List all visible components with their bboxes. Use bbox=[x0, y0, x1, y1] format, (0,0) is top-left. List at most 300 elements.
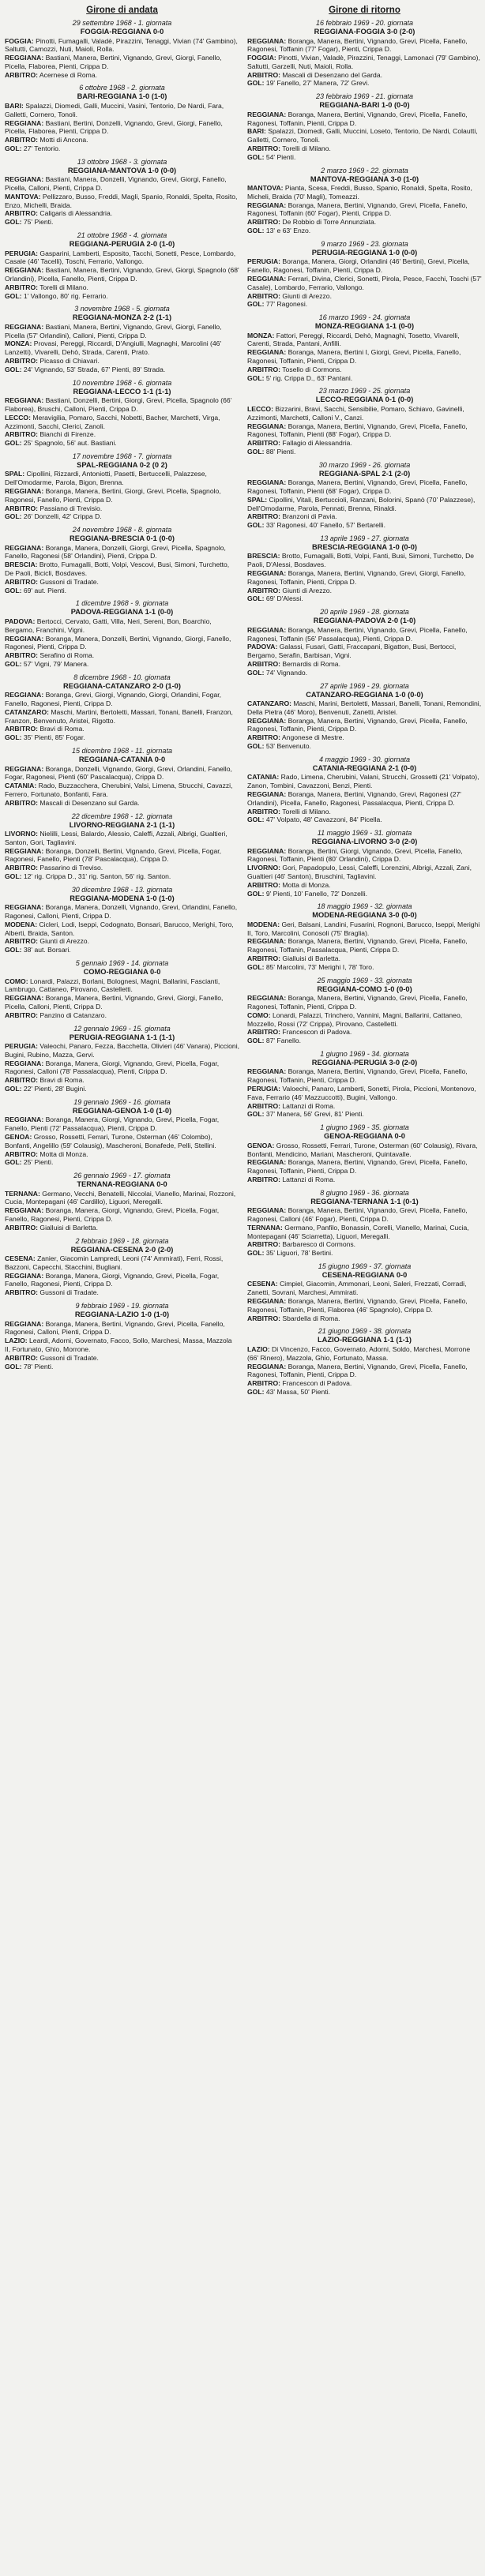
detail-text: Boranga, Manera, Donzelli, Vignando, Grevi, Orlandini, Fanello, Ragonesi, Calloni, Pienti, Crippa D. bbox=[5, 903, 238, 921]
detail-label: GOL: bbox=[5, 733, 22, 742]
detail-label: CESENA: bbox=[247, 1280, 278, 1288]
match-detail-line bbox=[5, 847, 239, 864]
match-detail-line bbox=[247, 153, 482, 162]
match-detail-line bbox=[247, 1388, 482, 1397]
match-detail-line bbox=[247, 890, 482, 898]
detail-text: 75' Pienti. bbox=[21, 218, 54, 227]
match-title: REGGIANA-PERUGIA 3-0 (2-0) bbox=[311, 1058, 418, 1067]
detail-label: GOL: bbox=[247, 668, 265, 677]
match-detail-line bbox=[5, 782, 239, 799]
detail-label: ARBITRO: bbox=[247, 439, 281, 448]
detail-label: SPAL: bbox=[247, 495, 268, 504]
detail-label: REGGIANA: bbox=[247, 274, 287, 283]
match-detail-line bbox=[247, 963, 482, 972]
detail-label: REGGIANA: bbox=[5, 1059, 44, 1067]
match-title: LIVORNO-REGGIANA 2-1 (1-1) bbox=[69, 820, 175, 829]
match-detail-line bbox=[5, 578, 239, 587]
match-report bbox=[5, 673, 239, 742]
match-detail-line bbox=[247, 1085, 482, 1102]
match-title: REGGIANA-MONZA 2-2 (1-1) bbox=[72, 313, 172, 322]
match-detail-line bbox=[247, 521, 482, 530]
detail-text: 53' Benvenuto. bbox=[264, 742, 311, 751]
match-date: 16 febbraio 1969 - 20. giornata bbox=[315, 19, 414, 27]
match-report bbox=[5, 1237, 239, 1297]
detail-text: Galassi, Fusari, Gatti, Fraccapani, Bigatton, Busi, Bertocci, Bergamo, Serafin, Barbisan, Vigni. bbox=[247, 643, 457, 660]
match-detail-line bbox=[247, 374, 482, 383]
match-detail-line bbox=[247, 1176, 482, 1184]
detail-label: LAZIO: bbox=[5, 1337, 28, 1345]
detail-label: GOL: bbox=[247, 962, 265, 971]
detail-label: ARBITRO: bbox=[247, 807, 281, 816]
detail-text: Boranga, Manera, Bertini, Vignando, Grevi, Ragonesi (27' Orlandini), Picella, Fanello, Ragonesi, Passalacqua, Pienti, Crippa D. bbox=[247, 789, 461, 807]
detail-label: GOL: bbox=[247, 521, 265, 530]
detail-text: Ferrari, Divina, Clerici, Sonetti, Pirola, Pesce, Facchi, Toschi (57' Casale), Lombardo, Ferrario, Vallongo. bbox=[247, 274, 482, 291]
detail-text: Gasparini, Lamberti, Esposito, Tacchi, Sonetti, Pesce, Lombardo, Casale (46' Tacelli), Toschi, Ferrario, Vallongo. bbox=[5, 249, 236, 266]
detail-label: CESENA: bbox=[5, 1254, 36, 1263]
match-detail-line bbox=[247, 1379, 482, 1388]
match-detail-line bbox=[247, 790, 482, 808]
detail-text: 33' Ragonesi, 40' Fanello, 57' Bertarelli. bbox=[264, 521, 385, 530]
detail-label: ARBITRO: bbox=[5, 283, 39, 291]
detail-label: ARBITRO: bbox=[247, 218, 281, 227]
match-detail-line bbox=[247, 512, 482, 521]
match-detail-line bbox=[247, 37, 482, 54]
detail-text: Boranga, Donzelli, Vignando, Giorgi, Grevi, Orlandini, Fanello, Fogar, Ragonesi, Pienti (60' Pascalacqua), Crippa D. bbox=[5, 764, 232, 782]
detail-text: 1' Vallongo, 80' rig. Ferrario. bbox=[21, 291, 108, 300]
match-date: 2 marzo 1969 - 22. giornata bbox=[321, 166, 408, 174]
detail-text: Boranga, Manera, Bertini, Vignando, Grevi, Picella, Fanello, Ragonesi, Toffanin, Pienti, Crippa D. bbox=[247, 110, 468, 127]
match-report bbox=[247, 19, 482, 88]
detail-label: GOL: bbox=[5, 872, 22, 880]
match-detail-line bbox=[5, 544, 239, 561]
match-detail-line bbox=[247, 669, 482, 677]
match-report bbox=[247, 1189, 482, 1258]
match-detail-line bbox=[247, 422, 482, 440]
match-detail-line bbox=[5, 1116, 239, 1133]
detail-label: ARBITRO: bbox=[247, 1314, 281, 1322]
detail-text: 37' Manera, 56' Grevi, 81' Pienti. bbox=[264, 1110, 364, 1119]
detail-text: Pinotti, Vivian, Valadè, Pirazzini, Tenaggi, Lamonaci (79' Gambino), Saltutti, Garzelli, Nuti, Maioli, Rolla. bbox=[247, 54, 480, 70]
detail-text: Boranga, Manera, Giorgi, Vignando, Grevi, Picella, Fogar, Fanello, Ragonesi, Pienti, Crippa D. bbox=[5, 1271, 220, 1288]
detail-label: FOGGIA: bbox=[5, 36, 34, 45]
match-detail-line bbox=[247, 1249, 482, 1258]
detail-text: Caligaris di Alessandria. bbox=[38, 209, 113, 218]
match-detail-line bbox=[5, 903, 239, 921]
match-report bbox=[5, 812, 239, 881]
match-date: 8 giugno 1969 - 36. giornata bbox=[320, 1188, 409, 1197]
match-date: 1 giugno 1969 - 35. giornata bbox=[320, 1123, 409, 1132]
detail-label: GOL: bbox=[247, 152, 265, 161]
match-detail-line bbox=[5, 54, 239, 71]
match-detail-line bbox=[5, 1076, 239, 1085]
match-date: 18 maggio 1969 - 32. giornata bbox=[317, 902, 412, 911]
match-detail-line bbox=[247, 144, 482, 153]
match-detail-line bbox=[247, 587, 482, 595]
detail-text: 88' Pienti. bbox=[264, 447, 296, 456]
match-detail-line bbox=[5, 396, 239, 414]
match-detail-line bbox=[5, 977, 239, 995]
match-detail-line bbox=[5, 1059, 239, 1077]
match-report bbox=[5, 526, 239, 594]
match-title: REGGIANA-LAZIO 1-0 (1-0) bbox=[74, 1310, 170, 1319]
detail-label: GOL: bbox=[247, 1387, 265, 1396]
detail-text: Grosso, Rossetti, Ferrari, Turone, Osterman (46' Colombo), Bonfanti, Angelillo (59' Colausig), Mascheroni, Bonafede, Pelli, Stellini. bbox=[5, 1132, 216, 1149]
match-report bbox=[5, 452, 239, 521]
match-detail-line bbox=[5, 504, 239, 513]
match-detail-line bbox=[5, 136, 239, 144]
match-detail-line bbox=[5, 218, 239, 227]
detail-text: Gussoni di Tradate. bbox=[38, 1288, 99, 1297]
column-ritorno bbox=[247, 5, 482, 2576]
detail-text: Mascali di Desenzano sul Garda. bbox=[38, 798, 140, 807]
detail-text: Lattanzi di Roma. bbox=[280, 1175, 336, 1183]
match-date: 22 dicembre 1968 - 12. giornata bbox=[71, 812, 173, 820]
detail-text: Bastiani, Manera, Bertini, Vignando, Grevi, Giorgi, Fanello, Picella, Flaborea, Pienti, Crippa D. bbox=[5, 54, 222, 70]
detail-label: ARBITRO: bbox=[5, 1353, 39, 1362]
detail-label: GOL: bbox=[247, 889, 265, 898]
detail-label: ARBITRO: bbox=[247, 733, 281, 742]
detail-text: 69' aut. Pienti. bbox=[21, 586, 67, 594]
detail-text: Meravigilia, Pomaro, Sacchi, Nobetti, Bacher, Marchetti, Virga, Azzimonti, Sacchi, Clerici, Zanoli. bbox=[5, 413, 220, 430]
detail-label: PADOVA: bbox=[247, 643, 278, 651]
detail-label: ARBITRO: bbox=[5, 357, 39, 366]
detail-text: Pellizzaro, Busso, Freddi, Magli, Spanio, Ronaldi, Spelta, Rosito, Enzo, Michelli, Braida. bbox=[5, 192, 238, 209]
detail-label: PERUGIA: bbox=[5, 249, 39, 257]
match-report bbox=[247, 313, 482, 382]
match-detail-line bbox=[247, 292, 482, 301]
match-date: 16 marzo 1969 - 24. giornata bbox=[318, 313, 411, 322]
match-detail-line bbox=[5, 144, 239, 153]
detail-label: REGGIANA: bbox=[247, 1067, 287, 1076]
match-detail-line bbox=[247, 1224, 482, 1241]
match-detail-line bbox=[247, 366, 482, 374]
match-report bbox=[247, 240, 482, 309]
detail-label: REGGIANA: bbox=[5, 266, 44, 275]
detail-label: REGGIANA: bbox=[5, 1116, 44, 1124]
detail-text: Serafino di Roma. bbox=[38, 651, 95, 660]
detail-label: REGGIANA: bbox=[5, 1206, 44, 1215]
detail-label: REGGIANA: bbox=[5, 1319, 44, 1328]
detail-text: Maschi, Marini, Bertoletti, Massari, Banelli, Tonani, Remondini, Della Pietra (46' Moro), Benvenuti, Zanetti, Aristei. bbox=[247, 699, 482, 716]
detail-text: 85' Marcolini, 73' Merighi I, 78' Toro. bbox=[264, 962, 374, 971]
match-date: 12 gennaio 1969 - 15. giornata bbox=[73, 1024, 171, 1033]
match-title: REGGIANA-BRESCIA 0-1 (0-0) bbox=[70, 534, 175, 543]
detail-text: Brotto, Fumagalli, Botti, Volpi, Fanti, Busi, Simoni, Turchetto, De Paoli, D'Alessi, Bosdaves. bbox=[247, 552, 475, 569]
match-detail-line bbox=[5, 733, 239, 742]
detail-label: REGGIANA: bbox=[247, 846, 287, 855]
detail-label: CATANZARO: bbox=[5, 707, 50, 716]
detail-text: Bertocci, Cervato, Gatti, Villa, Neri, Sereni, Bon, Boarchio, Bergamo, Franchini, Vigni. bbox=[5, 617, 212, 634]
detail-label: ARBITRO: bbox=[247, 1175, 281, 1183]
match-title: PERUGIA-REGGIANA 1-1 (1-1) bbox=[69, 1033, 175, 1041]
detail-label: REGGIANA: bbox=[247, 994, 287, 1003]
detail-label: ARBITRO: bbox=[247, 1101, 281, 1110]
detail-label: GOL: bbox=[247, 447, 265, 456]
detail-label: PERUGIA: bbox=[247, 257, 281, 266]
match-detail-line bbox=[247, 773, 482, 790]
detail-label: MODENA: bbox=[5, 920, 38, 928]
detail-text: Boranga, Manera, Bertini, Vignando, Grevi, Picella, Fanello, Ragonesi, Toffanin (60' Fogar), Pienti, Crippa D. bbox=[247, 201, 468, 218]
detail-text: 35' Pienti, 85' Fogar. bbox=[21, 733, 85, 742]
match-detail-line bbox=[5, 1363, 239, 1371]
detail-text: Boranga, Manera, Bertini, Vignando, Grevi, Picella, Fanello, Ragonesi, Toffanin, Pienti, Crippa D. bbox=[247, 1362, 468, 1379]
detail-text: Boranga, Bertini, Giorgi, Vignando, Grevi, Picella, Fanello, Ragonesi, Toffanin, Pienti (80' Orlandini), Crippa D. bbox=[247, 846, 463, 864]
match-detail-line bbox=[247, 1158, 482, 1176]
match-detail-line bbox=[247, 300, 482, 309]
detail-text: Motti di Ancona. bbox=[38, 136, 88, 144]
detail-text: Torelli di Milano. bbox=[38, 283, 88, 291]
detail-text: Sbardella di Roma. bbox=[280, 1314, 340, 1322]
match-detail-line bbox=[5, 946, 239, 954]
detail-text: Spalazzi, Diomedi, Galli, Muccini, Vasini, Tentorio, De Nardi, Fara, Galletti, Cornero, Tonoli. bbox=[5, 101, 224, 118]
match-title: LAZIO-REGGIANA 1-1 (1-1) bbox=[318, 1336, 412, 1344]
detail-label: REGGIANA: bbox=[247, 36, 287, 45]
detail-label: REGGIANA: bbox=[5, 396, 44, 405]
detail-label: ARBITRO: bbox=[247, 1379, 281, 1388]
match-detail-line bbox=[5, 1085, 239, 1093]
detail-text: 5' rig. Crippa D., 63' Pantani. bbox=[264, 373, 353, 382]
detail-label: GOL: bbox=[247, 79, 265, 88]
detail-text: Giunti di Arezzo. bbox=[280, 586, 332, 594]
detail-text: 47' Volpato, 48' Cavazzoni, 84' Picella. bbox=[264, 816, 382, 824]
match-title: REGGIANA-TERNANA 1-1 (0-1) bbox=[310, 1197, 419, 1206]
match-detail-line bbox=[5, 1354, 239, 1363]
detail-text: Boranga, Manera, Bertini, Vignando, Grevi, Picella, Fanello, Ragonesi, Calloni (46' Fogar), Pienti, Crippa D. bbox=[247, 1206, 468, 1223]
match-detail-line bbox=[5, 635, 239, 652]
detail-text: 57' Vigni, 79' Manera. bbox=[21, 659, 89, 668]
match-detail-line bbox=[5, 872, 239, 881]
match-detail-line bbox=[247, 1110, 482, 1119]
detail-label: GOL: bbox=[247, 1249, 265, 1258]
detail-label: CATANIA: bbox=[5, 782, 37, 790]
match-report bbox=[247, 977, 482, 1045]
detail-text: 78' Pienti. bbox=[21, 1362, 54, 1370]
detail-label: MANTOVA: bbox=[5, 192, 41, 201]
detail-label: ARBITRO: bbox=[247, 1028, 281, 1037]
match-detail-line bbox=[247, 439, 482, 448]
match-detail-line bbox=[247, 1314, 482, 1323]
match-report bbox=[5, 886, 239, 954]
detail-text: 87' Fanello. bbox=[264, 1037, 302, 1045]
detail-label: GOL: bbox=[247, 373, 265, 382]
section-title-ritorno: Girone di ritorno bbox=[329, 6, 400, 15]
detail-label: LIVORNO: bbox=[5, 830, 39, 838]
match-title: PADOVA-REGGIANA 1-1 (0-0) bbox=[70, 608, 174, 617]
detail-label: ARBITRO: bbox=[247, 586, 281, 594]
match-title: REGGIANA-FOGGIA 3-0 (2-0) bbox=[314, 28, 415, 36]
detail-label: LIVORNO: bbox=[247, 864, 281, 872]
detail-text: 38' aut. Borsari. bbox=[21, 946, 71, 954]
match-detail-line bbox=[5, 1206, 239, 1224]
detail-text: Bastiani, Manera, Bertini, Vignando, Grevi, Giorgi, Spagnolo (68' Orlandini), Picella, Fanello, Pienti, Crippa D. bbox=[5, 266, 239, 283]
match-date: 29 settembre 1968 - 1. giornata bbox=[72, 19, 172, 27]
match-detail-line bbox=[5, 864, 239, 872]
detail-text: 26' Donzelli, 42' Crippa D. bbox=[21, 512, 102, 521]
match-date: 21 giugno 1969 - 38. giornata bbox=[318, 1327, 412, 1336]
detail-label: MANTOVA: bbox=[247, 184, 284, 193]
detail-text: 25' Spagnolo, 56' aut. Bastiani. bbox=[21, 439, 117, 448]
match-detail-line bbox=[247, 1206, 482, 1224]
match-report bbox=[247, 461, 482, 530]
detail-label: ARBITRO: bbox=[247, 954, 281, 963]
match-detail-line bbox=[5, 119, 239, 137]
detail-text: Boranga, Manera, Bertini, Vignando, Grevi, Picella, Fanello, Ragonesi, Toffanin, Pienti, Flaborea (46' Spagnolo), Crippa D. bbox=[247, 1297, 468, 1314]
match-detail-line bbox=[247, 218, 482, 227]
match-title: REGGIANA-CESENA 2-0 (2-0) bbox=[70, 1245, 174, 1254]
detail-text: 74' Vignando. bbox=[264, 668, 308, 677]
detail-label: REGGIANA: bbox=[247, 1362, 287, 1370]
match-report bbox=[247, 682, 482, 751]
match-detail-line bbox=[247, 348, 482, 366]
match-detail-line bbox=[247, 717, 482, 734]
match-date: 30 dicembre 1968 - 13. giornata bbox=[71, 885, 173, 894]
match-detail-line bbox=[5, 249, 239, 267]
detail-label: REGGIANA: bbox=[247, 789, 287, 798]
detail-text: Bastiani, Donzelli, Bertini, Giorgi, Grevi, Picella, Spagnolo (66' Flaborea), Bruschi, Calloni, Pienti, Crippa D. bbox=[5, 396, 232, 413]
match-report bbox=[247, 756, 482, 824]
detail-label: ARBITRO: bbox=[5, 937, 39, 946]
match-detail-line bbox=[5, 921, 239, 938]
detail-label: ARBITRO: bbox=[5, 1288, 39, 1297]
detail-label: REGGIANA: bbox=[247, 201, 287, 209]
detail-text: Torelli di Milano. bbox=[280, 144, 331, 152]
match-date: 17 novembre 1968 - 7. giornata bbox=[72, 452, 172, 460]
detail-text: Lattanzi di Roma. bbox=[280, 1101, 336, 1110]
match-detail-line bbox=[5, 617, 239, 635]
detail-text: Boranga, Manera, Giorgi, Vignando, Grevi, Picella, Fogar, Fanello, Ragonesi, Pienti, Crippa D. bbox=[5, 1206, 220, 1223]
detail-label: ARBITRO: bbox=[247, 880, 281, 889]
detail-text: De Robbio di Torre Annunziata. bbox=[280, 218, 377, 227]
match-detail-line bbox=[247, 808, 482, 816]
match-detail-line bbox=[247, 1280, 482, 1297]
match-detail-line bbox=[247, 1067, 482, 1085]
match-detail-line bbox=[247, 864, 482, 881]
detail-text: Pinotti, Fumagalli, Valadè, Pirazzini, Tenaggi, Vivian (74' Gambino), Saltutti, Camozzi, Nuti, Maioli, Rolla. bbox=[5, 36, 238, 54]
detail-text: Provasi, Pereggi, Riccardi, D'Angiulli, Magnaghi, Marcolini (46' Lanzetti), Vivarelli, Dehò, Strada, Carenti, Prato. bbox=[5, 339, 222, 357]
match-detail-line bbox=[5, 323, 239, 340]
detail-text: Boranga, Manera, Bertini, Giorgi, Grevi, Picella, Spagnolo, Ragonesi, Fanello, Pienti, Crippa D. bbox=[5, 486, 221, 504]
detail-text: Bravi di Roma. bbox=[38, 1076, 85, 1085]
detail-label: MONZA: bbox=[5, 339, 32, 348]
match-date: 3 novembre 1968 - 5. giornata bbox=[74, 305, 170, 313]
detail-label: MODENA: bbox=[247, 920, 280, 928]
detail-label: GOL: bbox=[5, 659, 22, 668]
match-report bbox=[5, 599, 239, 668]
match-detail-line bbox=[247, 954, 482, 963]
detail-label: GOL: bbox=[247, 300, 265, 309]
detail-text: Bravi di Roma. bbox=[38, 725, 85, 733]
match-title: REGGIANA-GENOA 1-0 (1-0) bbox=[72, 1106, 172, 1115]
detail-label: GOL: bbox=[5, 512, 22, 521]
detail-label: GOL: bbox=[247, 816, 265, 824]
detail-text: Panzino di Catanzaro. bbox=[38, 1011, 107, 1019]
detail-label: REGGIANA: bbox=[5, 486, 44, 495]
match-detail-line bbox=[5, 1042, 239, 1059]
match-title: COMO-REGGIANA 0-0 bbox=[83, 968, 161, 977]
detail-text: Boranga, Manera, Bertini, Vignando, Grevi, Picella, Fanello, Ragonesi, Calloni, Pienti, Crippa D. bbox=[5, 1319, 225, 1337]
detail-text: 12' rig. Crippa D., 31' rig. Santon, 56' rig. Santon. bbox=[21, 872, 171, 880]
match-detail-line bbox=[5, 266, 239, 283]
detail-label: REGGIANA: bbox=[247, 625, 287, 634]
detail-text: Cipollini, Rizzardi, Antoniotti, Pasetti, Bertuccelli, Palazzese, Dell'Omodarme, Parola, Bigon, Brenna. bbox=[5, 470, 207, 487]
detail-label: ARBITRO: bbox=[5, 1223, 39, 1232]
match-detail-line bbox=[247, 257, 482, 275]
detail-text: Valeochi, Panaro, Fezza, Bacchetta, Olivieri (46' Vanara), Piccioni, Bugini, Rubino, Mazza, Gervi. bbox=[5, 1042, 239, 1059]
match-date: 21 ottobre 1968 - 4. giornata bbox=[77, 231, 167, 240]
detail-text: Spalazzi, Diomedi, Galli, Muccini, Loseto, Tentorio, De Nardi, Colautti, Galletti, Cornero, Tonoli. bbox=[247, 127, 478, 144]
detail-text: Leardi, Adorni, Governato, Facco, Sollo, Marchesi, Massa, Mazzola II, Fortunato, Ghio, Morrone. bbox=[5, 1337, 232, 1353]
detail-text: Boranga, Manera, Bertini, Vignando, Grevi, Picella, Fanello, Ragonesi, Toffanin, Pienti, Crippa D. bbox=[247, 1067, 468, 1085]
detail-label: ARBITRO: bbox=[5, 725, 39, 733]
match-detail-line bbox=[5, 512, 239, 521]
detail-label: REGGIANA: bbox=[5, 691, 44, 699]
match-report bbox=[247, 1327, 482, 1396]
detail-label: LECCO: bbox=[5, 413, 31, 422]
detail-label: ARBITRO: bbox=[247, 291, 281, 300]
detail-label: SPAL: bbox=[5, 470, 25, 478]
detail-label: ARBITRO: bbox=[5, 1149, 39, 1158]
detail-text: Boranga, Manera, Bertini, Vignando, Grevi, Picella, Fanello, Ragonesi, Toffanin, Pienti, Crippa D. bbox=[247, 716, 468, 733]
detail-text: Bernardis di Roma. bbox=[280, 659, 340, 668]
match-date: 27 aprile 1969 - 29. giornata bbox=[320, 681, 409, 690]
match-date: 8 dicembre 1968 - 10. giornata bbox=[73, 673, 171, 681]
detail-label: REGGIANA: bbox=[247, 348, 287, 357]
detail-label: GENOA: bbox=[247, 1141, 275, 1149]
detail-label: ARBITRO: bbox=[247, 659, 281, 668]
detail-text: Bizzarini, Bravi, Sacchi, Sensibilie, Pomaro, Schiavo, Gavinelli, Azzimonti, Marchetti, Calloni V., Canzi. bbox=[247, 404, 464, 422]
match-report bbox=[5, 747, 239, 807]
detail-text: Di Vincenzo, Facco, Governato, Adorni, Soldo, Marchesi, Morrone (66' Rinero), Mazzola, Ghio, Fortunato, Massa. bbox=[247, 1344, 471, 1362]
match-date: 13 aprile 1969 - 27. giornata bbox=[320, 534, 409, 542]
match-report bbox=[5, 1025, 239, 1093]
detail-label: ARBITRO: bbox=[5, 430, 39, 439]
detail-label: ARBITRO: bbox=[5, 209, 39, 218]
match-detail-line bbox=[5, 283, 239, 292]
match-date: 9 febbraio 1969 - 19. giornata bbox=[75, 1302, 169, 1310]
detail-label: CATANIA: bbox=[247, 773, 280, 782]
match-title: MODENA-REGGIANA 3-0 (0-0) bbox=[312, 911, 417, 920]
detail-text: Boranga, Manera, Bertini, Vignando, Grevi, Giorgi, Fanello, Picella, Calloni, Pienti, Crippa D. bbox=[5, 994, 224, 1011]
detail-text: Bastiani, Manera, Bertini, Vignando, Grevi, Giorgi, Fanello, Picella (57' Orlandini), Calloni, Pienti, Crippa D. bbox=[5, 322, 222, 339]
detail-text: Fattori, Pereggi, Riccardi, Dehò, Magnaghi, Tosetto, Vivarelli, Carenti, Strada, Pantani, Anfilli. bbox=[247, 331, 460, 348]
match-report bbox=[247, 387, 482, 456]
match-report bbox=[247, 608, 482, 677]
detail-text: Boranga, Manera, Giorgi, Orlandini (46' Bertini), Grevi, Picella, Fanello, Ragonesi, Toffanin, Pienti, Crippa D. bbox=[247, 257, 470, 275]
match-report bbox=[247, 829, 482, 898]
match-detail-line bbox=[5, 994, 239, 1011]
match-title: BARI-REGGIANA 1-0 (1-0) bbox=[77, 92, 167, 101]
match-detail-line bbox=[247, 201, 482, 219]
match-detail-line bbox=[247, 1240, 482, 1249]
match-detail-line bbox=[5, 1288, 239, 1297]
detail-label: GOL: bbox=[247, 1110, 265, 1119]
detail-text: Cicleri, Lodi, Iseppi, Codognato, Bonsari, Barucco, Merighi, Toro, Alberti, Braida, Santon. bbox=[5, 920, 234, 937]
match-detail-line bbox=[247, 405, 482, 422]
match-detail-line bbox=[247, 111, 482, 128]
detail-text: 13' e 63' Enzo. bbox=[264, 227, 311, 235]
match-report bbox=[247, 167, 482, 235]
detail-label: GOL: bbox=[5, 1158, 22, 1167]
detail-label: ARBITRO: bbox=[5, 651, 39, 660]
detail-text: Valoechi, Panaro, Lamberti, Sonetti, Pirola, Piccioni, Montenovo, Fava, Ferrario (46' Mazzuccotti), Bugini, Vallongo. bbox=[247, 1085, 476, 1101]
detail-label: LAZIO: bbox=[247, 1344, 270, 1353]
detail-text: 24' Vignando, 53' Strada, 67' Pienti, 89' Strada. bbox=[21, 365, 166, 373]
match-detail-line bbox=[247, 816, 482, 824]
match-title: CATANZARO-REGGIANA 1-0 (0-0) bbox=[306, 690, 423, 699]
match-detail-line bbox=[247, 79, 482, 88]
detail-text: Grosso, Rossetti, Ferrari, Turone, Osterman (60' Colausig), Rivara, Bonfanti, Mendicino, Mariani, Mascheroni, Quintavalle. bbox=[247, 1141, 478, 1158]
match-title: CATANIA-REGGIANA 2-1 (0-0) bbox=[312, 763, 417, 772]
